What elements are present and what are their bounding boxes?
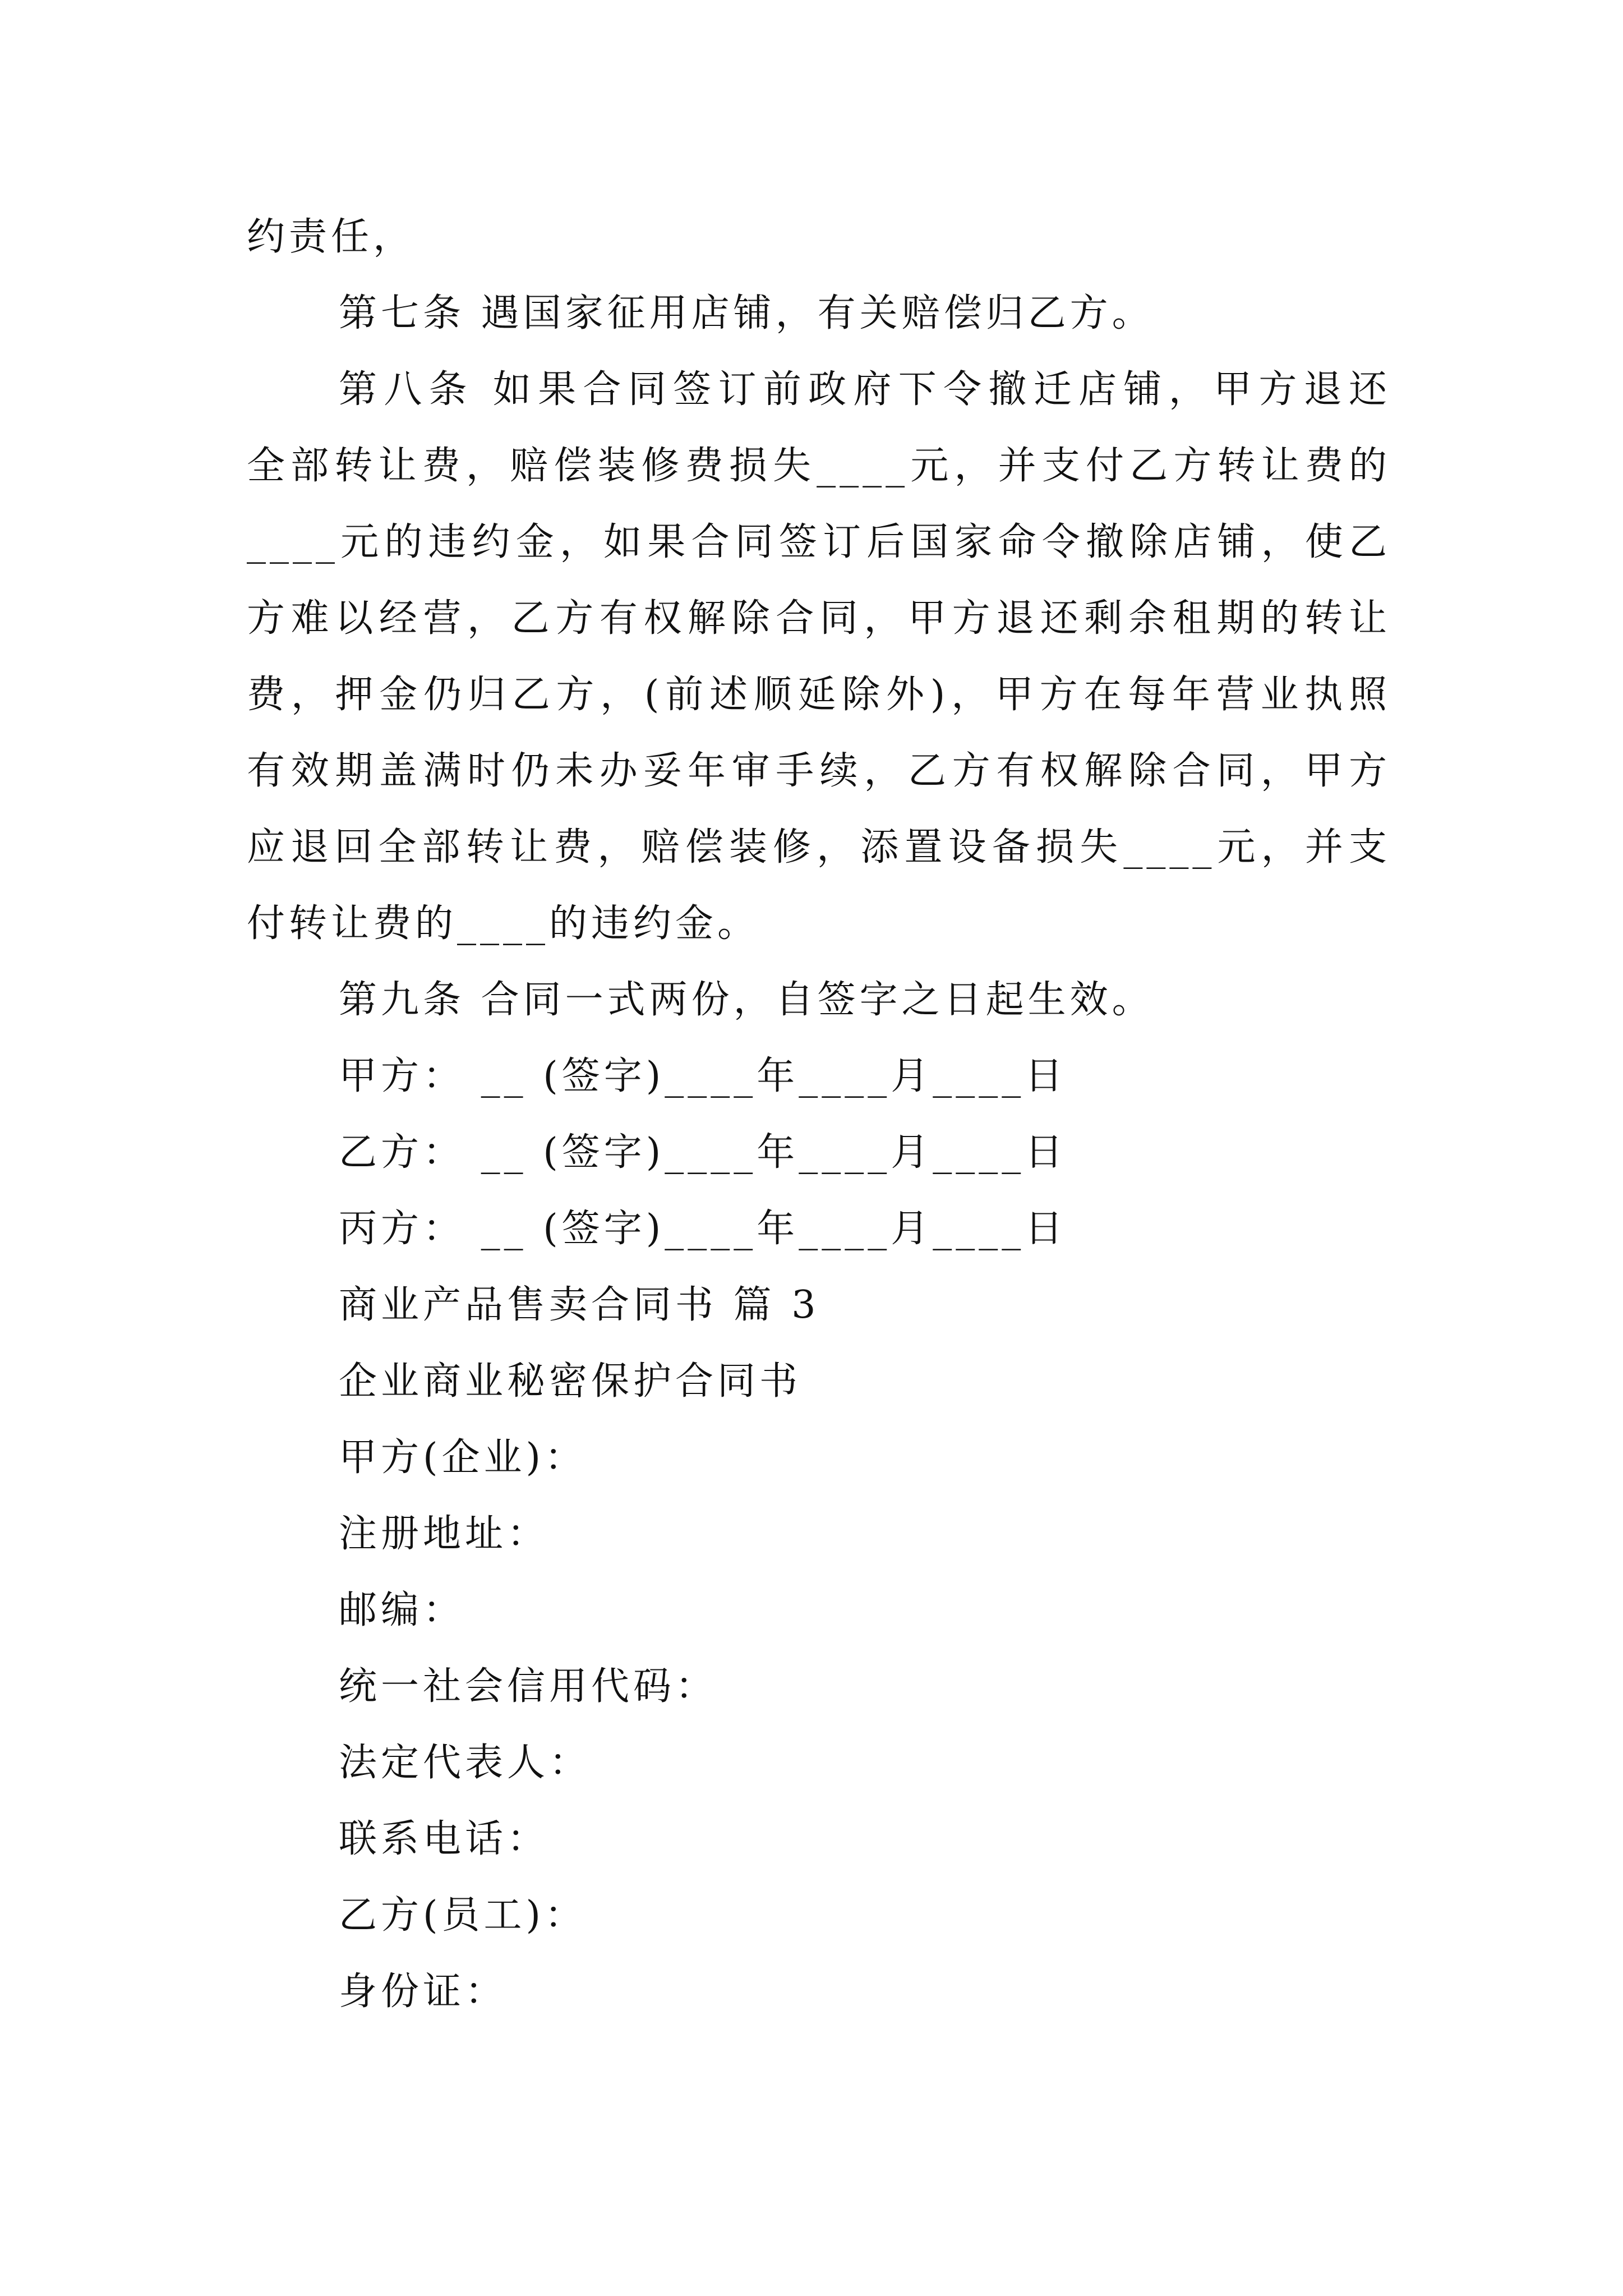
field-label: 甲方(企业)： (339, 1435, 587, 1480)
field-label: 邮编： (339, 1588, 465, 1632)
text-line: 第九条 合同一式两份，自签字之日起生效。 (339, 978, 1154, 1022)
field-label: 注册地址： (339, 1512, 550, 1556)
text-line: 方难以经营，乙方有权解除合同，甲方退还剩余租期的转让 (247, 596, 1391, 641)
signature-line: 乙方： __ (签字)____年____月____日 (339, 1130, 1067, 1175)
text-line: 应退回全部转让费，赔偿装修，添置设备损失____元，并支 (247, 825, 1391, 869)
text-line: 全部转让费，赔偿装修费损失____元，并支付乙方转让费的 (247, 444, 1391, 488)
field-label: 乙方(员工)： (339, 1893, 587, 1938)
signature-line: 丙方： __ (签字)____年____月____日 (339, 1207, 1067, 1251)
field-label: 法定代表人： (339, 1741, 592, 1785)
field-label: 联系电话： (339, 1817, 550, 1861)
text-line: 约责任， (247, 215, 416, 259)
text-line: ____元的违约金，如果合同签订后国家命令撤除店铺，使乙 (247, 520, 1391, 564)
section-heading: 商业产品售卖合同书 篇 3 (339, 1283, 820, 1327)
text-line: 第七条 遇国家征用店铺，有关赔偿归乙方。 (339, 291, 1154, 335)
signature-line: 甲方： __ (签字)____年____月____日 (339, 1054, 1067, 1098)
field-label: 统一社会信用代码： (339, 1664, 718, 1709)
field-label: 身份证： (339, 1970, 508, 2014)
text-line: 第八条 如果合同签订前政府下令撤迁店铺，甲方退还 (339, 367, 1391, 412)
text-line: 付转让费的____的违约金。 (247, 901, 760, 946)
text-line: 有效期盖满时仍未办妥年审手续，乙方有权解除合同，甲方 (247, 749, 1391, 793)
document-title: 企业商业秘密保护合同书 (339, 1359, 802, 1404)
text-line: 费，押金仍归乙方，(前述顺延除外)，甲方在每年营业执照 (247, 673, 1391, 717)
